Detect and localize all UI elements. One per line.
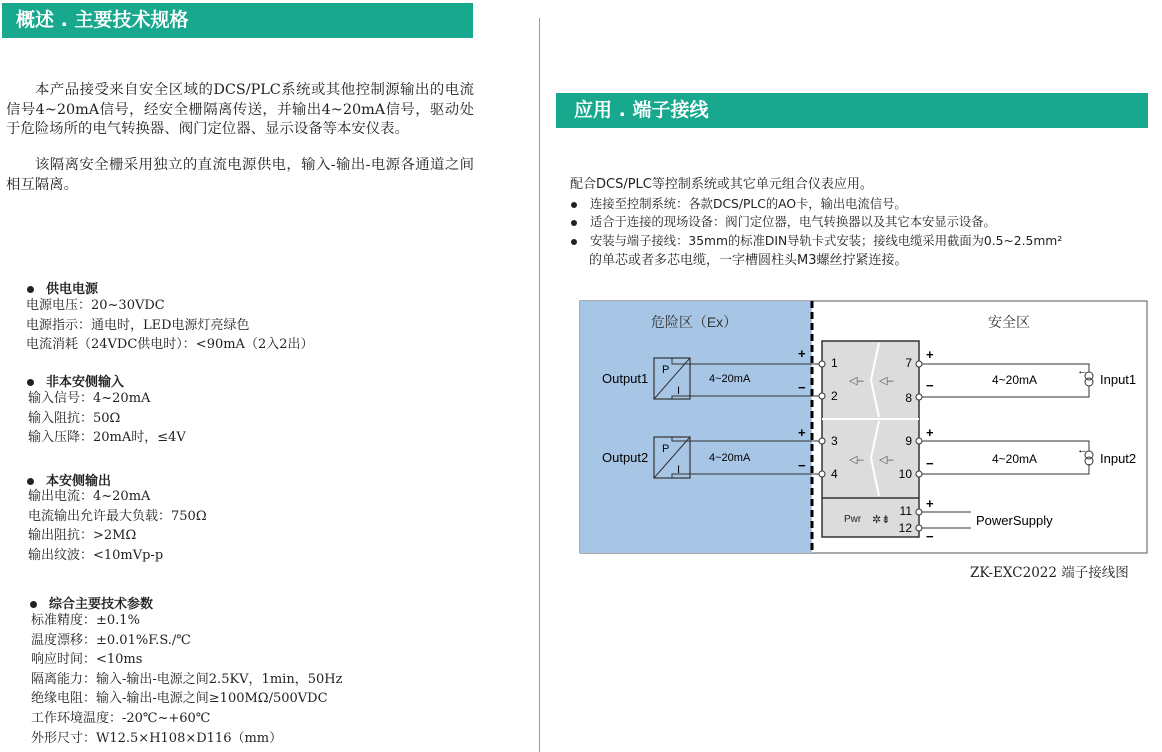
spec-item: 输出阻抗：>2MΩ: [28, 528, 137, 544]
spec-item: 标准精度：±0.1%: [31, 613, 140, 628]
bullet-icon: [27, 478, 34, 485]
signal-arrow-icon: ◁–: [879, 454, 894, 466]
spec-item: 输入压降：20mA时，≤4V: [28, 430, 186, 446]
plus-sign: +: [926, 425, 934, 440]
application-intro: 配合DCS/PLC等控制系统或其它单元组合仪表应用。: [570, 177, 873, 192]
section-title-power: [27, 278, 98, 297]
section-title-general: [30, 593, 153, 612]
bullet-text: 适合于连接的现场设备：阀门定位器，电气转换器以及其它本安显示设备。: [590, 215, 996, 229]
section-title-text: 非本安侧输入: [46, 375, 125, 390]
terminal-1: 1: [831, 356, 838, 370]
minus-sign: −: [926, 456, 934, 471]
diagram-caption: ZK-EXC2022 端子接线图: [970, 565, 1129, 581]
hazard-area: [580, 301, 812, 553]
spec-item: 输出纹波：<10mVp-p: [28, 547, 164, 563]
converter-i-label: I: [677, 385, 681, 397]
signal-label-in2: 4~20mA: [992, 452, 1038, 466]
led-icon: ✲⇟: [872, 514, 891, 526]
bullet-icon: [571, 239, 577, 245]
spec-item: 工作环境温度：-20℃~+60℃: [31, 710, 211, 726]
application-bullet-3-cont: 的单芯或者多芯电缆，一字槽圆柱头M3螺丝拧紧连接。: [589, 253, 908, 268]
column-divider: [539, 18, 540, 752]
output2-label: Output2: [602, 450, 649, 465]
spec-list-power: [26, 296, 314, 355]
signal-arrow-icon: ◁–: [849, 454, 864, 466]
converter-p-label: P: [662, 443, 670, 455]
spec-item: 输入阻抗：50Ω: [28, 410, 121, 426]
bullet-text: 安装与端子接线：35mm的标准DIN导轨卡式安装；接线电缆采用截面为0.5~2.5mm²: [590, 234, 1063, 248]
intro-paragraph-1: 本产品接受来自安全区域的DCS/PLC系统或其他控制源输出的电流信号4~20mA信号，经安全栅隔离传送，并输出4~20mA信号，驱动处于危险场所的电气转换器、阀门定位器、显示设备等本安仪表。: [6, 82, 474, 137]
signal-label-out1: 4~20mA: [709, 373, 751, 385]
terminal-7: 7: [905, 356, 912, 370]
bullet-icon: [571, 202, 577, 208]
terminal-8: 8: [905, 391, 912, 405]
output1-label: Output1: [602, 371, 649, 386]
overview-banner: 概述 . 主要技术规格: [2, 3, 473, 38]
hazard-zone-label: 危险区（Ex）: [650, 314, 738, 330]
bullet-icon: [27, 286, 34, 293]
bullet-text: 连接至控制系统：各款DCS/PLC的AO卡，输出电流信号。: [590, 197, 907, 211]
bullet-icon: [30, 601, 37, 608]
signal-label-out2: 4~20mA: [709, 452, 751, 464]
plus-sign: +: [926, 347, 934, 362]
terminal-10: 10: [898, 467, 912, 481]
pwr-label: Pwr: [844, 514, 862, 525]
application-bullet-2: [571, 212, 996, 230]
section-title-input: [27, 371, 124, 390]
spec-item: 输入信号：4~20mA: [28, 391, 151, 406]
spec-item: 输出电流：4~20mA: [28, 489, 151, 504]
current-arrow-icon: ←: [1077, 365, 1088, 377]
power-supply-label: PowerSupply: [976, 513, 1053, 528]
bullet-icon: [27, 379, 34, 386]
terminal-2: 2: [831, 389, 838, 403]
current-arrow-icon: ←: [1077, 444, 1088, 456]
input1-label: Input1: [1100, 372, 1137, 387]
plus-sign: +: [926, 496, 934, 511]
terminal-11: 11: [899, 504, 912, 518]
safe-zone-label: 安全区: [988, 314, 1030, 330]
terminal-3: 3: [831, 434, 838, 448]
spec-list-output: [28, 487, 207, 565]
minus-sign: −: [798, 380, 806, 395]
application-banner: 应用 . 端子接线: [556, 93, 1148, 128]
terminal-12: 12: [898, 521, 912, 535]
application-bullet-3: [571, 231, 1062, 249]
converter-i-label: I: [677, 464, 681, 476]
spec-list-general: [31, 611, 342, 748]
spec-item: 绝缘电阻：输入-输出-电源之间≥100MΩ/500VDC: [31, 691, 328, 707]
spec-item: 温度漂移：±0.01%F.S./℃: [31, 632, 191, 648]
spec-item: 电源指示：通电时，LED电源灯亮绿色: [26, 317, 250, 333]
converter-p-label: P: [662, 364, 670, 376]
spec-item: 隔离能力：输入-输出-电源之间2.5KV，1min，50Hz: [31, 671, 343, 687]
plus-sign: +: [798, 425, 806, 440]
spec-item: 响应时间：<10ms: [31, 652, 143, 668]
wiring-diagram: [579, 300, 1149, 554]
minus-sign: −: [926, 529, 934, 544]
spec-item: 外形尺寸：W12.5×H108×D116（mm）: [31, 730, 283, 746]
terminal-4: 4: [831, 467, 838, 481]
spec-item: 电流消耗（24VDC供电时）：<90mA（2入2出）: [26, 337, 314, 353]
plus-sign: +: [798, 346, 806, 361]
application-bullet-1: [571, 194, 907, 212]
spec-item: 电流输出允许最大负载：750Ω: [28, 508, 207, 524]
minus-sign: −: [926, 378, 934, 393]
intro-paragraph-2: 该隔离安全栅采用独立的直流电源供电，输入-输出-电源各通道之间相互隔离。: [6, 157, 474, 193]
spec-list-input: [28, 389, 186, 448]
section-title-text: 本安侧输出: [46, 474, 112, 489]
terminal-9: 9: [905, 434, 912, 448]
section-title-text: 综合主要技术参数: [49, 597, 154, 612]
input2-label: Input2: [1100, 451, 1137, 466]
spec-item: 电源电压：20~30VDC: [26, 298, 165, 313]
bullet-icon: [571, 220, 577, 226]
signal-label-in1: 4~20mA: [992, 373, 1038, 387]
signal-arrow-icon: ◁–: [849, 375, 864, 387]
minus-sign: −: [798, 458, 806, 473]
signal-arrow-icon: ◁–: [879, 375, 894, 387]
section-title-text: 供电电源: [46, 282, 99, 297]
